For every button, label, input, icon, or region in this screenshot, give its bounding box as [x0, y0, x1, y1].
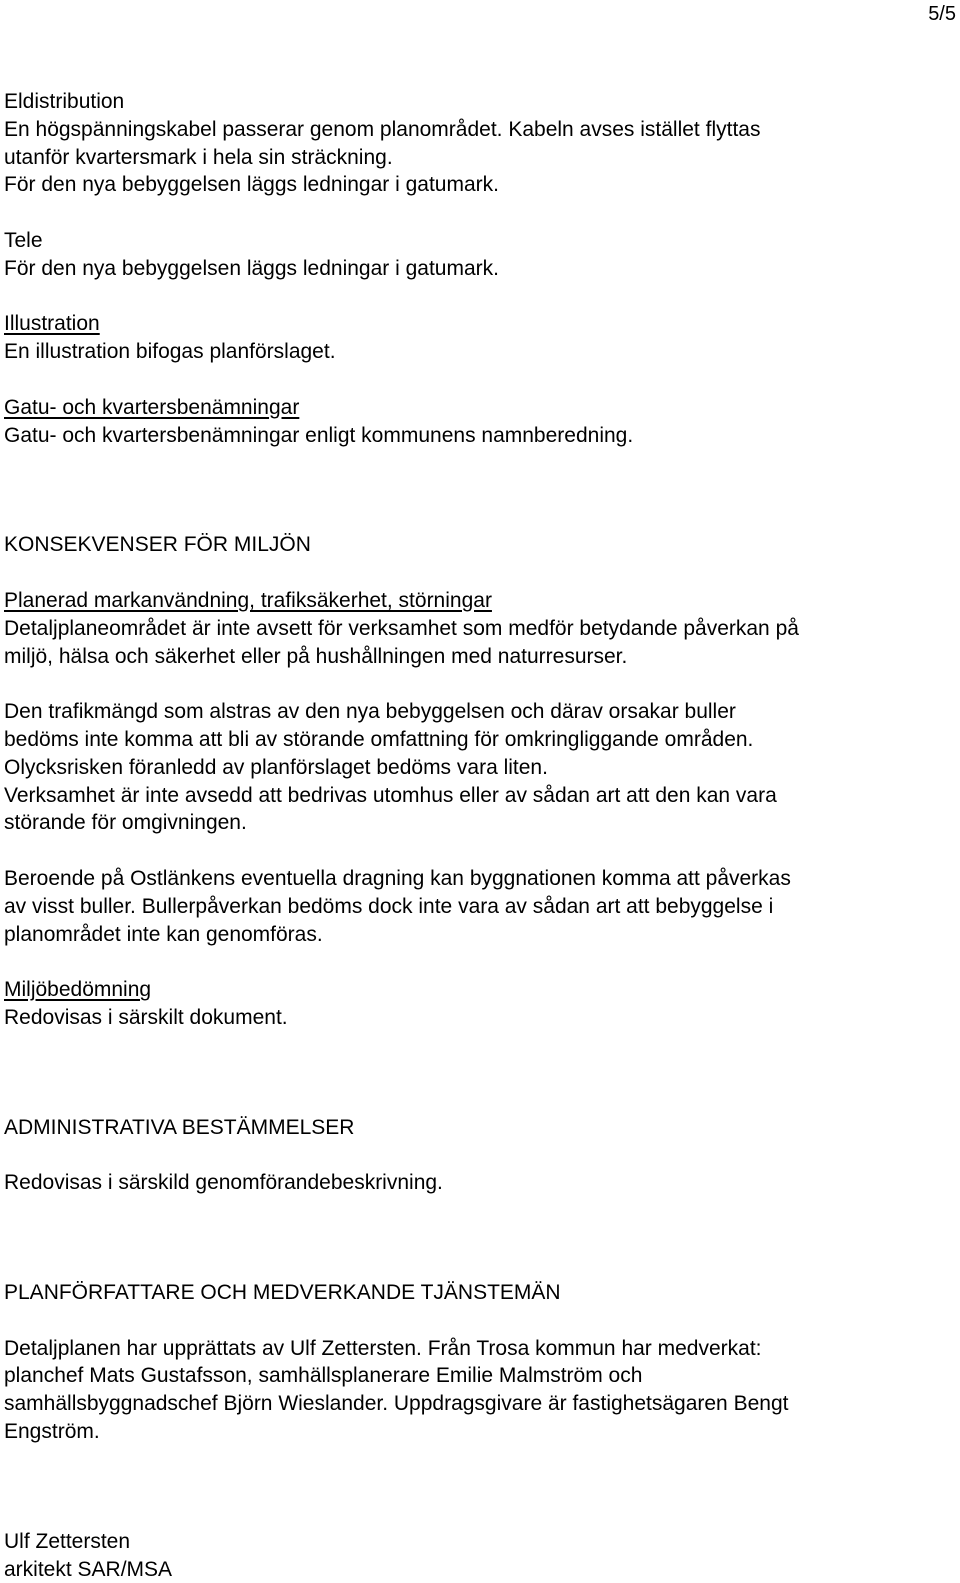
paragraph-line: bedöms inte komma att bli av störande omfattning för omkringliggande områden. — [4, 727, 754, 751]
paragraph-line: Detaljplanen har upprättats av Ulf Zettersten. Från Trosa kommun har medverkat: — [4, 1336, 762, 1360]
section-illustration — [4, 310, 944, 366]
signature — [4, 1528, 944, 1583]
chapter-title: KONSEKVENSER FÖR MILJÖN — [4, 533, 311, 557]
paragraph-line: Redovisas i särskild genomförandebeskrivning. — [4, 1171, 443, 1195]
section-konsekvenser — [4, 531, 944, 559]
paragraph-line: En högspänningskabel passerar genom planområdet. Kabeln avses istället flyttas — [4, 117, 761, 141]
document-body — [4, 88, 944, 1583]
paragraph-line: samhällsbyggnadschef Björn Wieslander. Uppdragsgivare är fastighetsägaren Bengt — [4, 1392, 789, 1416]
section-heading: Miljöbedömning — [4, 978, 152, 1002]
konsekvenser-buller — [4, 865, 944, 948]
paragraph-line: Den trafikmängd som alstras av den nya bebyggelsen och därav orsakar buller — [4, 700, 736, 724]
section-heading: Planerad markanvändning, trafiksäkerhet, störningar — [4, 588, 492, 612]
konsekvenser-trafik — [4, 698, 944, 837]
section-administrativa — [4, 1114, 944, 1142]
paragraph-line: utanför kvartersmark i hela sin sträckning. — [4, 145, 393, 169]
paragraph-line: störande för omgivningen. — [4, 811, 247, 835]
chapter-title: PLANFÖRFATTARE OCH MEDVERKANDE TJÄNSTEMÄN — [4, 1281, 561, 1305]
paragraph-line: En illustration bifogas planförslaget. — [4, 340, 336, 364]
paragraph-line: miljö, hälsa och säkerhet eller på hushållningen med naturresurser. — [4, 644, 628, 668]
signature-title: arkitekt SAR/MSA — [4, 1557, 173, 1581]
paragraph-line: Detaljplaneområdet är inte avsett för verksamhet som medför betydande påverkan på — [4, 616, 799, 640]
paragraph-line: För den nya bebyggelsen läggs ledningar i gatumark. — [4, 173, 499, 197]
administrativa-text — [4, 1169, 944, 1197]
section-heading: Eldistribution — [4, 90, 125, 113]
paragraph-line: planchef Mats Gustafsson, samhällsplanerare Emilie Malmström och — [4, 1364, 643, 1388]
paragraph-line: Redovisas i särskilt dokument. — [4, 1005, 288, 1029]
paragraph-line: Gatu- och kvartersbenämningar enligt kommunens namnberedning. — [4, 423, 634, 447]
signature-name: Ulf Zettersten — [4, 1529, 131, 1553]
section-eldistribution — [4, 88, 944, 199]
konsekvenser-miljobedomning — [4, 976, 944, 1032]
paragraph-line: Verksamhet är inte avsedd att bedrivas utomhus eller av sådan art att den kan vara — [4, 783, 777, 807]
konsekvenser-markanvandning — [4, 587, 944, 670]
section-tele — [4, 227, 944, 283]
section-heading: Illustration — [4, 312, 100, 336]
section-heading: Gatu- och kvartersbenämningar — [4, 395, 300, 419]
paragraph-line: För den nya bebyggelsen läggs ledningar i gatumark. — [4, 256, 499, 280]
planforfattare-text — [4, 1335, 944, 1446]
paragraph-line: Beroende på Ostlänkens eventuella dragning kan byggnationen komma att påverkas — [4, 866, 791, 890]
section-planforfattare — [4, 1279, 944, 1307]
paragraph-line: Engström. — [4, 1420, 100, 1444]
paragraph-line: Olycksrisken föranledd av planförslaget bedöms vara liten. — [4, 755, 548, 779]
paragraph-line: av visst buller. Bullerpåverkan bedöms dock inte vara av sådan art att bebyggelse i — [4, 894, 774, 918]
section-heading: Tele — [4, 228, 43, 252]
page-number: 5/5 — [928, 3, 956, 25]
paragraph-line: planområdet inte kan genomföras. — [4, 922, 323, 946]
chapter-title: ADMINISTRATIVA BESTÄMMELSER — [4, 1115, 355, 1139]
section-gatunamn — [4, 394, 944, 450]
